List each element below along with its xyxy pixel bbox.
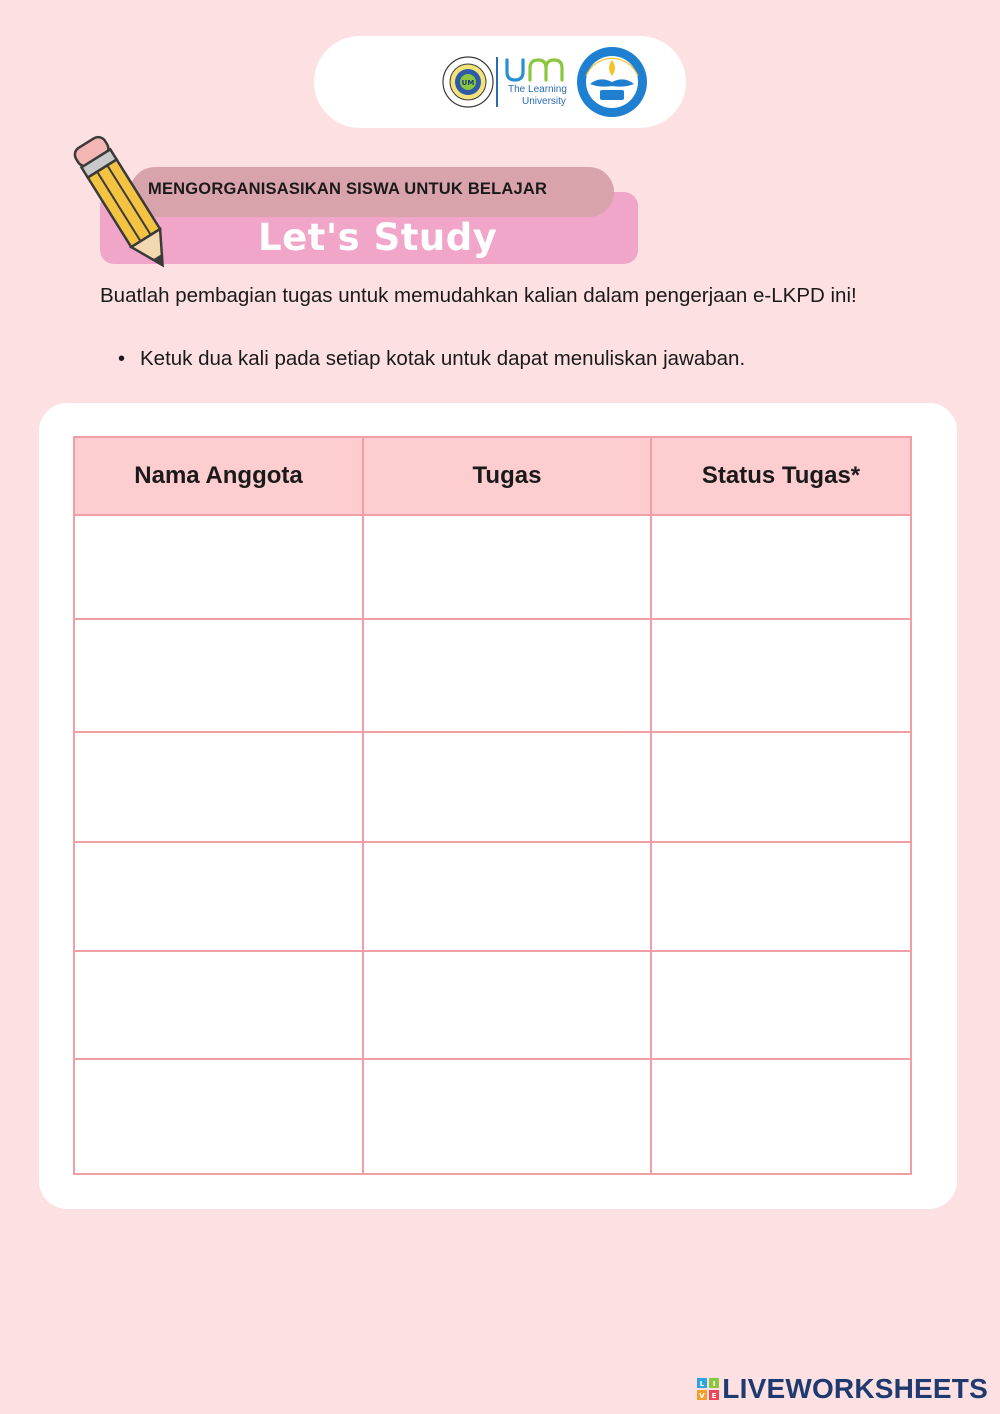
table-row	[74, 842, 911, 950]
task-division-table	[73, 436, 912, 1175]
logo-header	[314, 36, 686, 128]
answer-cell[interactable]	[363, 842, 651, 950]
table-row	[74, 732, 911, 843]
answer-cell[interactable]	[363, 619, 651, 732]
list-item	[118, 344, 745, 374]
um-letters-icon	[504, 56, 570, 84]
tut-wuri-handayani-seal-icon	[576, 46, 648, 118]
table-row	[74, 619, 911, 732]
answer-cell[interactable]	[74, 842, 363, 950]
answer-cell[interactable]	[363, 1059, 651, 1174]
svg-text:UM: UM	[461, 79, 475, 87]
table-row	[74, 515, 911, 619]
answer-cell[interactable]	[74, 732, 363, 843]
answer-cell[interactable]	[651, 1059, 911, 1174]
answer-cell[interactable]	[651, 732, 911, 843]
column-header-nama-anggota: Nama Anggota	[74, 437, 363, 515]
column-header-tugas: Tugas	[363, 437, 651, 515]
section-title: Let's Study	[258, 216, 498, 259]
column-header-status-tugas: Status Tugas*	[651, 437, 911, 515]
answer-cell[interactable]	[74, 951, 363, 1059]
pencil-icon	[70, 130, 180, 280]
instruction-paragraph: Buatlah pembagian tugas untuk memudahkan kalian dalam pengerjaan e-LKPD ini!	[100, 284, 857, 307]
um-logo	[496, 56, 570, 108]
answer-cell[interactable]	[363, 951, 651, 1059]
answer-cell[interactable]	[74, 619, 363, 732]
section-kicker: MENGORGANISASIKAN SISWA UNTUK BELAJAR	[148, 180, 548, 198]
cube-letter: I	[712, 1380, 716, 1388]
table-card	[39, 403, 957, 1209]
answer-cell[interactable]	[651, 515, 911, 619]
table-header-row	[74, 437, 911, 515]
instruction-bullets	[118, 344, 745, 374]
answer-cell[interactable]	[74, 515, 363, 619]
liveworksheets-brand	[696, 1372, 988, 1406]
answer-cell[interactable]	[651, 842, 911, 950]
answer-cell[interactable]	[74, 1059, 363, 1174]
cube-letter: V	[699, 1392, 705, 1400]
bullet-icon: •	[118, 348, 126, 370]
answer-cell[interactable]	[651, 951, 911, 1059]
answer-cell[interactable]	[651, 619, 911, 732]
table-row	[74, 1059, 911, 1174]
answer-cell[interactable]	[363, 515, 651, 619]
logo-row	[442, 42, 648, 122]
table-row	[74, 951, 911, 1059]
cube-letter: E	[711, 1392, 717, 1400]
brand-name: LIVEWORKSHEETS	[722, 1373, 988, 1404]
cube-letter: L	[700, 1380, 705, 1388]
section-heading	[70, 130, 650, 280]
answer-cell[interactable]	[363, 732, 651, 843]
um-tagline-line2: University	[522, 96, 566, 107]
um-tagline-line1: The Learning	[508, 84, 567, 95]
liveworksheets-cubes-icon	[696, 1377, 720, 1401]
bullet-text: Ketuk dua kali pada setiap kotak untuk dapat menuliskan jawaban.	[140, 347, 746, 370]
university-seal-icon	[442, 56, 494, 108]
